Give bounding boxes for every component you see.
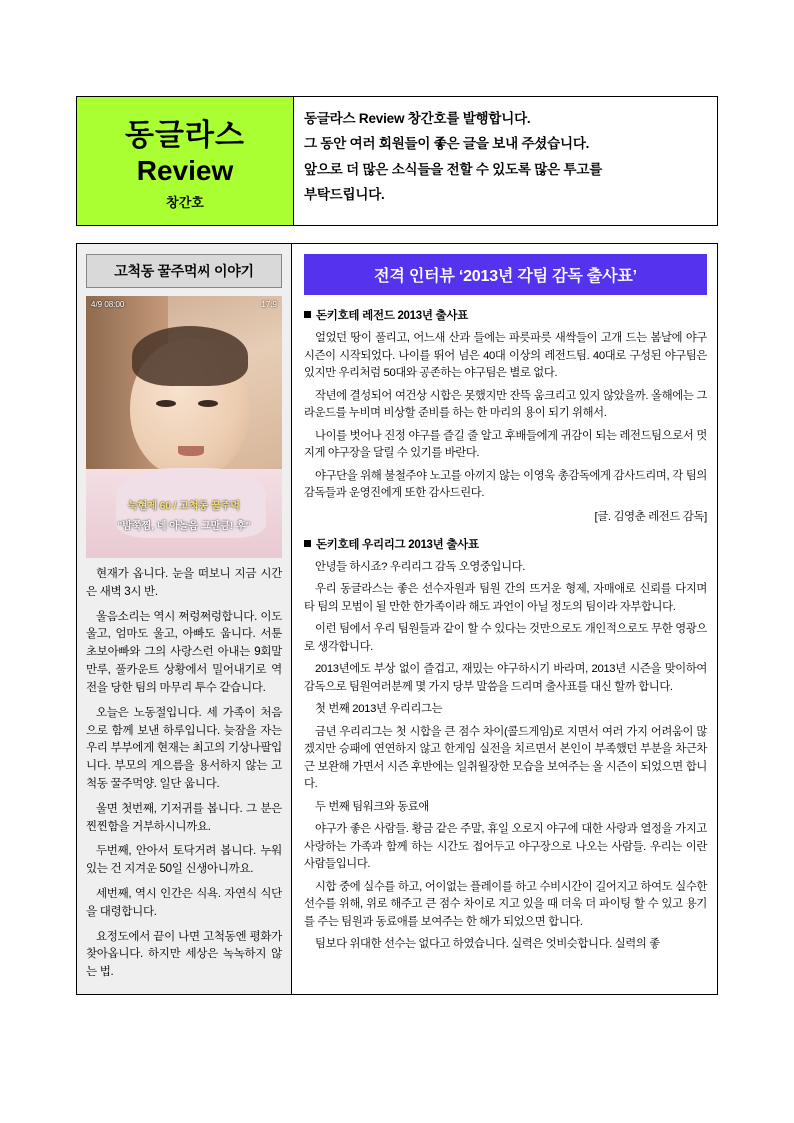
photo-caption-line1: 눅현제 60 / 고척동 꿀주먹 xyxy=(128,501,240,512)
article-paragraph: 금년 우리리그는 첫 시합을 큰 점수 차이(콜드게임)로 지면서 여러 가지 어려움이 많겠지만 승패에 연연하지 않고 한게임 실전을 치르면서 본인이 부족했던 부분을 차근차근 보완해 가면서 시즌 후반에는 일취월장한 모습을 보여주는 올 시즌이 되었으면 합니다. xyxy=(304,725,707,790)
article-paragraph: 야구단을 위해 불철주야 노고를 아끼지 않는 이영욱 총감독에게 감사드리며, 각 팀의 감독들과 운영진에게 또한 감사드린다. xyxy=(304,469,707,499)
left-paragraph: 오늘은 노동절입니다. 세 가족이 처음으로 함께 보낸 하루입니다. 늦잠을 자는 우리 부부에게 현재는 최고의 기상나팔입니다. 부모의 게으름을 용서하지 않는 고척동 꿀주먹양. 일단 웁니다. xyxy=(86,706,282,790)
notice-line: 부탁드립니다. xyxy=(304,186,385,202)
masthead-notice xyxy=(294,96,718,226)
left-column-headline: 고척동 꿀주먹씨 이야기 xyxy=(86,254,282,288)
article-paragraph: 두 번째 팀워크와 동료애 xyxy=(315,800,429,813)
article-paragraph: 야구가 좋은 사람들. 황금 같은 주말, 휴일 오로지 야구에 대한 사랑과 열정을 가지고 사랑하는 가족과 함께 하는 시간도 접어두고 야구장으로 나오는 사람들. 우리는 이란 사람들입니다. xyxy=(304,823,707,870)
left-paragraph: 세번째, 역시 인간은 식욕. 자연식 식단을 대령합니다. xyxy=(86,888,282,918)
article-paragraph: 작년에 결성되어 여건상 시합은 못했지만 잔뜩 움크리고 있지 않았을까. 올해에는 그라운드를 누비며 비상할 준비를 하는 한 마리의 용이 되기 위해서. xyxy=(304,389,707,419)
photo-eye-right xyxy=(198,400,218,407)
photo-timestamp: 4/9 08:00 xyxy=(91,300,125,309)
left-paragraph: 두번째, 안아서 토닥거려 봅니다. 누워 있는 건 지겨운 50일 신생아니까요. xyxy=(86,845,282,876)
square-bullet-icon xyxy=(304,540,311,547)
article-paragraph: 우리 동글라스는 좋은 선수자원과 팀원 간의 뜨거운 형제, 자매애로 신뢰를 다지며 타 팀의 모범이 될 만한 한가족이라 해도 과언이 아닐 정도의 팀이라 자부합니다. xyxy=(304,583,707,613)
left-paragraph: 현재가 옵니다. 눈을 떠보니 지금 시간은 새벽 3시 반. xyxy=(86,568,282,598)
right-column xyxy=(292,243,718,995)
interview-banner: 전격 인터뷰 ‘2013년 각팀 감독 출사표’ xyxy=(304,254,707,295)
left-column xyxy=(76,243,292,995)
notice-line: 그 동안 여러 회원들이 좋은 글을 보내 주셨습니다. xyxy=(304,136,590,152)
left-paragraph: 울면 첫번째, 기저귀를 봅니다. 그 분은 찐찐함을 거부하시니까요. xyxy=(86,802,282,833)
section-heading-legend xyxy=(304,307,707,323)
publication-subtitle: Review xyxy=(136,155,234,187)
article-paragraph: 시합 중에 실수를 하고, 어이없는 플레이를 하고 수비시간이 길어지고 하여도 실수한 선수를 위해, 위로 해주고 큰 점수 차이로 지고 있을 때 더욱 더 파이팅 할 수 있고 용기를 주는 팀원과 동료애를 보여주는 한 해가 되었으면 합니다. xyxy=(304,880,707,928)
article-paragraph: 나이를 벗어나 진정 야구를 즐길 줄 알고 후배들에게 귀감이 되는 레전드팀으로서 멋지게 야구장을 달릴 수 있기를 바란다. xyxy=(304,429,707,459)
photo-timestamp-right: 17:9 xyxy=(261,300,277,309)
issue-label: 창간호 xyxy=(166,195,204,211)
publication-title: 동글라스 xyxy=(125,118,245,152)
section-heading-woori-text: 돈키호테 우리리그 2013년 출사표 xyxy=(316,538,479,551)
article-paragraph: 팀보다 위대한 선수는 없다고 하였습니다. 실력은 엇비슷합니다. 실력의 좋 xyxy=(315,938,660,950)
notice-line: 앞으로 더 많은 소식들을 전할 수 있도록 많은 투고를 xyxy=(304,161,603,177)
masthead-logo-box xyxy=(76,96,294,226)
article-byline: [글. 김영춘 레전드 감독] xyxy=(594,510,707,523)
article-paragraph: 2013년에도 부상 없이 즐겁고, 재밌는 야구하시기 바라며, 2013년 시즌을 맞이하여 감독으로 팀원여러분께 몇 가지 당부 말씀을 드리며 출사표를 대신 할까 합니다. xyxy=(304,663,707,693)
left-paragraph: 울음소리는 역시 쩌렁쩌렁합니다. 이도 울고, 엄마도 울고, 아빠도 웁니다. 서툰 초보아빠와 그의 사랑스런 아내는 9회말 만루, 풀카운트 상황에서 밀어내기로 역전을 당한 팀의 마무리 투수 같습니다. xyxy=(86,610,282,694)
content-area xyxy=(76,243,718,995)
photo-caption-line2: "밤쭉찜, 네 아놀음 그만큼! 후" xyxy=(117,521,251,532)
photo-mouth xyxy=(178,446,204,456)
section-heading-legend-text: 돈키호테 레전드 2013년 출사표 xyxy=(316,310,468,322)
section-heading-woori xyxy=(304,536,707,552)
notice-line: 동글라스 Review 창간호를 발행합니다. xyxy=(304,111,531,126)
left-paragraph: 요정도에서 끝이 나면 고척동엔 평화가 찾아옵니다. 하지만 세상은 녹녹하지 않는 법. xyxy=(86,930,282,979)
article-paragraph: 얼었던 땅이 풀리고, 어느새 산과 들에는 파릇파릇 새싹들이 고개 드는 봄날에 야구 시즌이 시작되었다. 나이를 뛰어 넘은 40대 이상의 레전드팀. 40대로 구성된 야구팀은 있지만 우리처럼 50대와 공존하는 야구팀은 별로 없다. xyxy=(304,332,707,379)
photo-hair xyxy=(132,326,248,386)
article-paragraph: 첫 번째 2013년 우리리그는 xyxy=(315,703,443,715)
baby-photo xyxy=(86,296,282,558)
article-paragraph: 안녕들 하시죠? 우리리그 감독 오영중입니다. xyxy=(315,560,526,573)
masthead xyxy=(76,96,718,226)
article-paragraph: 이런 팀에서 우리 팀원들과 같이 할 수 있다는 것만으로도 개인적으로도 무한 영광으로 생각합니다. xyxy=(304,623,707,653)
square-bullet-icon xyxy=(304,311,311,318)
photo-eye-left xyxy=(156,400,176,407)
